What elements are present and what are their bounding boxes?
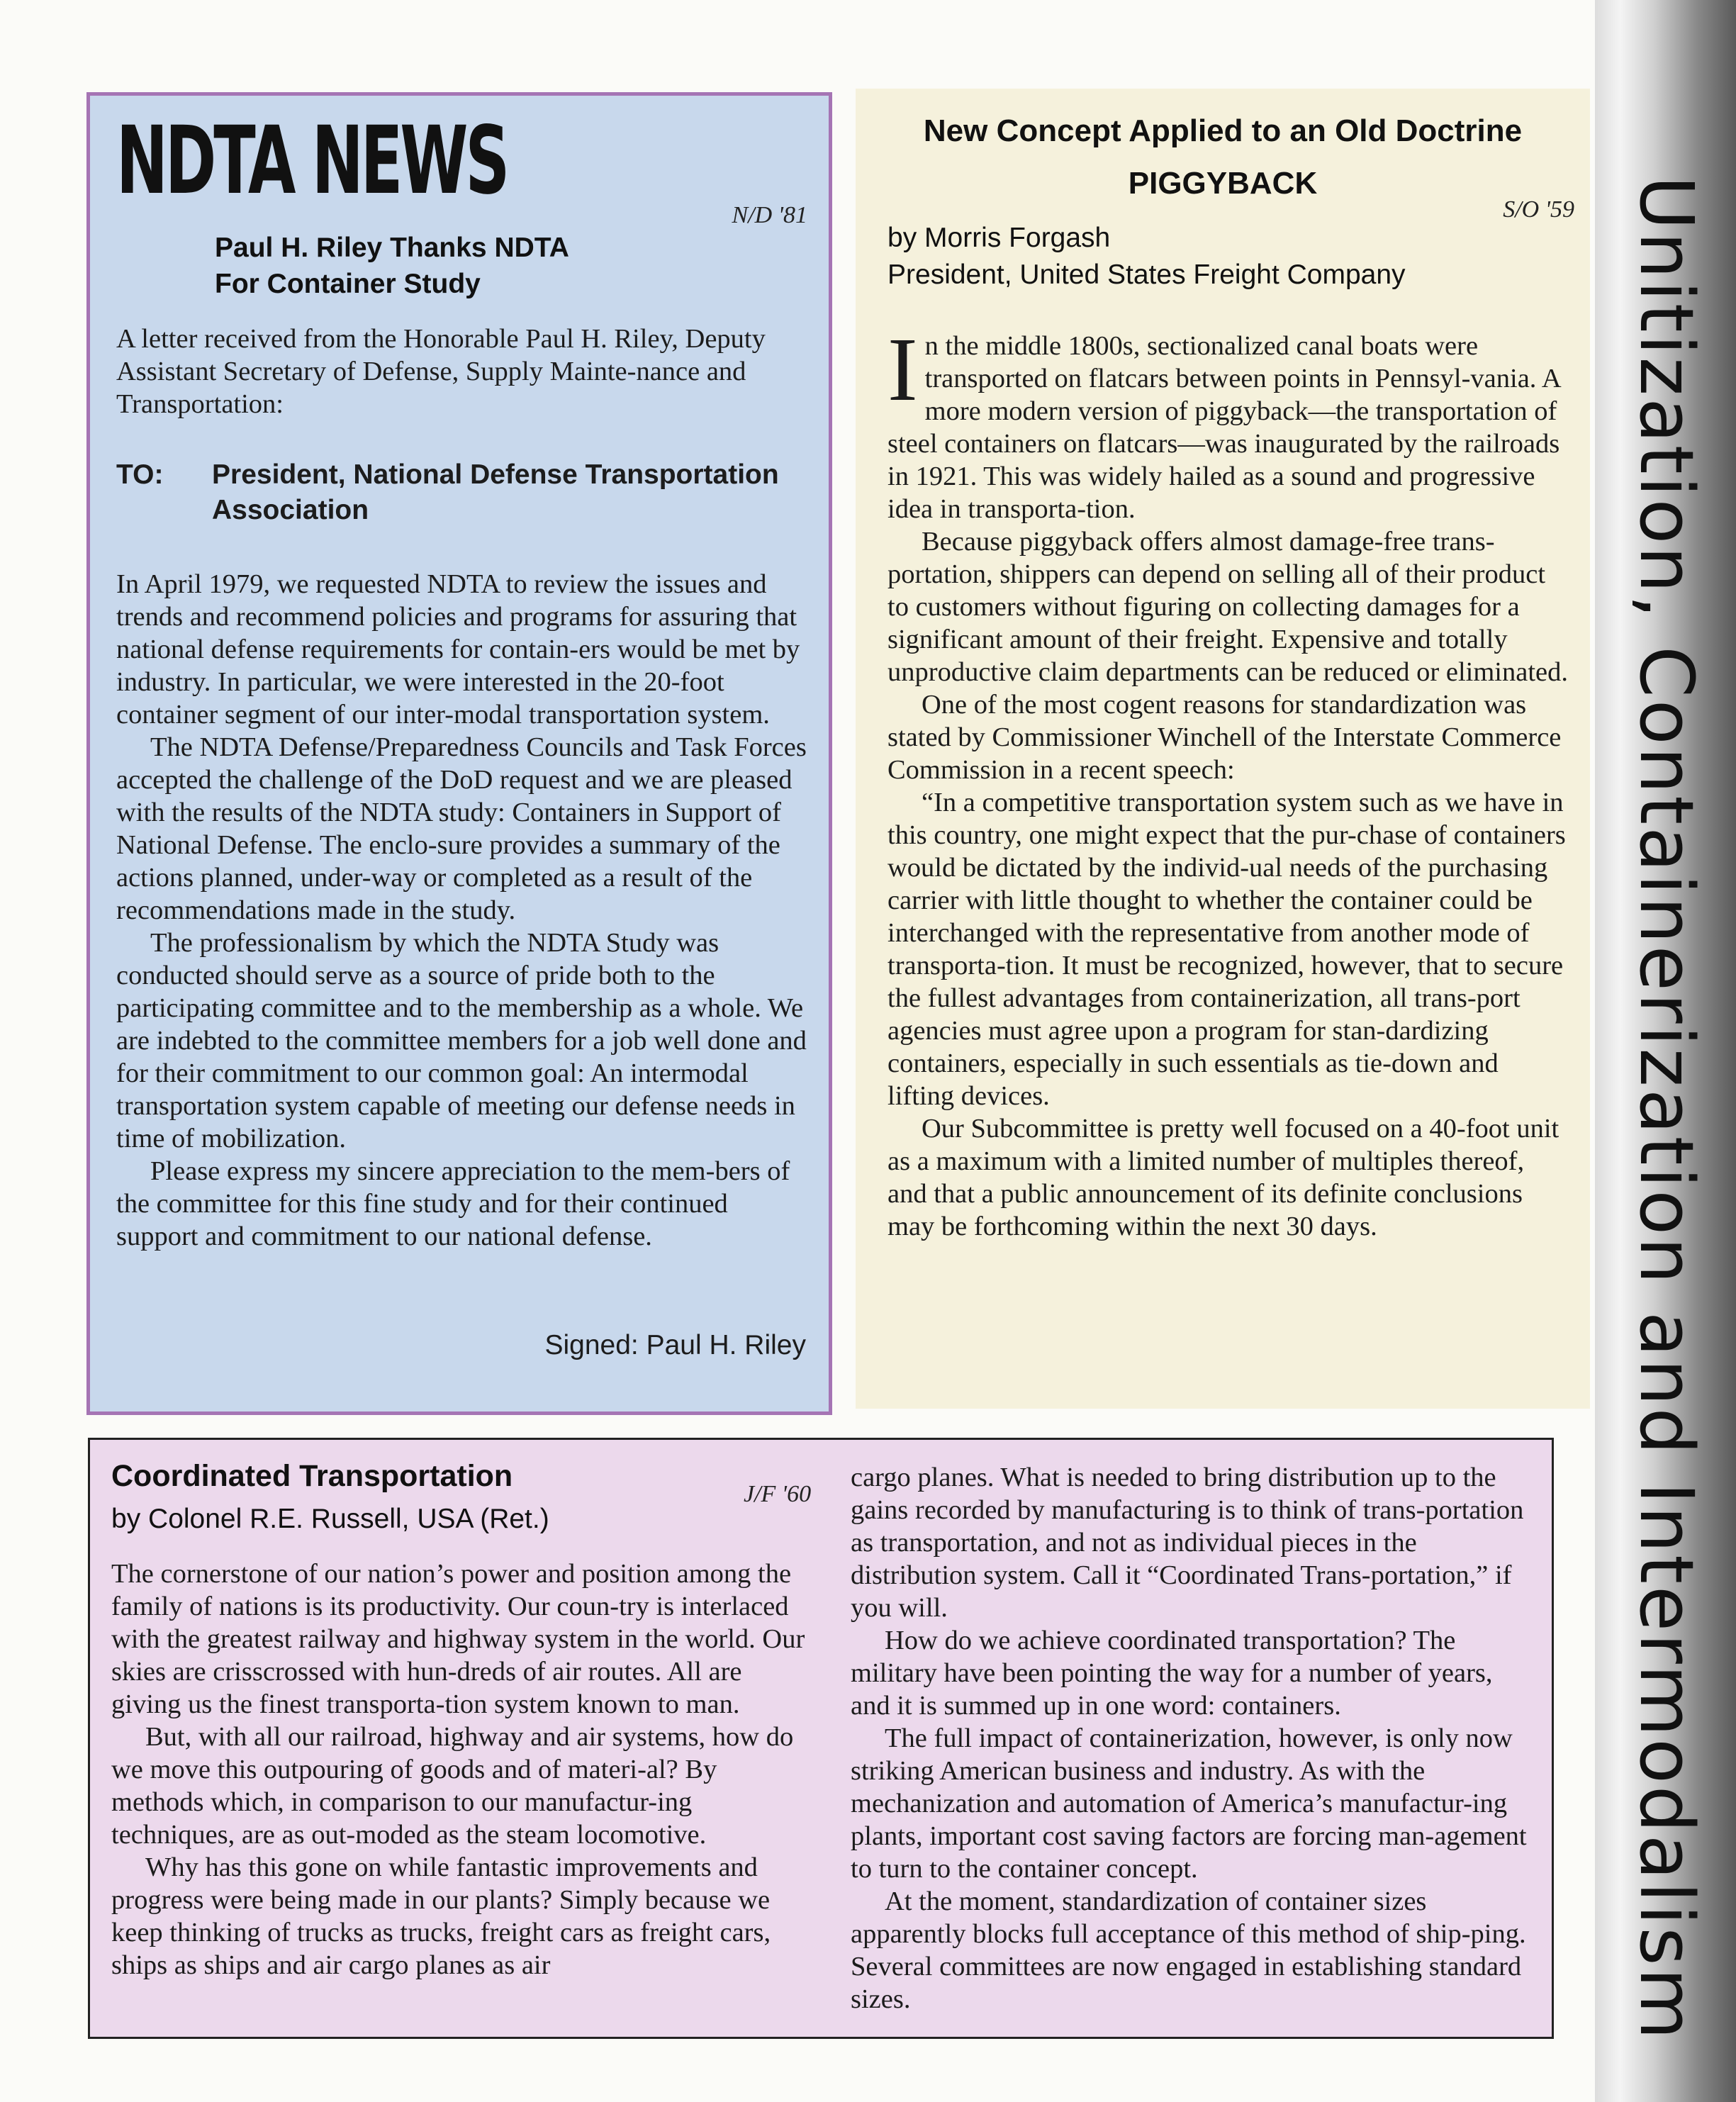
letter-paragraph: Please express my sincere appreciation to the mem-bers of the committee for this fine study and for their continued support and commitment to our national defense. bbox=[116, 1156, 790, 1251]
issue-date: N/D '81 bbox=[732, 202, 807, 228]
article-paragraph: Why has this gone on while fantastic improvements and progress were being made in our plants? Simply because we keep thinking of trucks as trucks, freight cars as freight cars, ships as ships and air cargo planes as air bbox=[111, 1852, 771, 1980]
article-title: New Concept Applied to an Old Doctrine bbox=[923, 113, 1523, 148]
byline-title: President, United States Freight Company bbox=[887, 259, 1406, 290]
article-paragraph: One of the most cogent reasons for standardization was stated by Commissioner Winchell of the Interstate Commerce Commission in a recent speech: bbox=[887, 690, 1562, 785]
letter-body bbox=[116, 568, 811, 1253]
to-label: TO: bbox=[116, 459, 164, 490]
article-paragraph: “In a competitive transportation system such as we have in this country, one might expect that the pur-chase of containers would be dictated by the individ-ual needs of the purchasing carrier with little thought to whether the container could be interchanged with the representative from another mode of transporta-tion. It must be recognized, however, that to secure the fullest advantages from containerization, all trans-port agencies must agree upon a program for stan-dardizing containers, especially in such essentials as tie-down and lifting devices. bbox=[887, 788, 1566, 1111]
letter-paragraph: The NDTA Defense/Preparedness Councils and Task Forces accepted the challenge of the DoD request and we are pleased with the results of the NDTA study: Containers in Support of National Defense. The enclo-sure provides a summary of the actions planned, under-way or completed as a result of the recommendations made in the study. bbox=[116, 732, 807, 925]
first-paragraph-text: n the middle 1800s, sectionalized canal boats were transported on flatcars between points in Pennsyl-vania. A more modern version of piggyback—the transportation of steel containers on flatcars—was inaugurated by the railroads in 1921. This was widely hailed as a sound and progressive idea in transporta-tion. bbox=[887, 331, 1560, 524]
article-body bbox=[887, 319, 1568, 1243]
article-paragraph: Because piggyback offers almost damage-free trans-portation, shippers can depend on selling all of their product to customers without figuring on collecting damages for a significant amount of their freight. Expensive and totally unproductive claim departments can be reduced or eliminated. bbox=[887, 527, 1568, 687]
side-banner bbox=[1595, 0, 1736, 2102]
letter-paragraph: In April 1979, we requested NDTA to review the issues and trends and recommend policies and programs for assuring that national defense requirements for contain-ers would be met by industry. In particular, we were interested in the 20-foot container segment of our inter-modal transportation system. bbox=[116, 569, 800, 729]
article-paragraph: cargo planes. What is needed to bring distribution up to the gains recorded by manufacturing is to think of trans-portation as transportation, and not as individual pieces in the distribution system. Call it “Coordinated Trans-portation,” if you will. bbox=[851, 1463, 1524, 1623]
masthead: NDTA NEWS bbox=[116, 106, 508, 216]
signature: Signed: Paul H. Riley bbox=[544, 1330, 806, 1360]
letter-paragraph: The professionalism by which the NDTA Study was conducted should serve as a source of pride both to the participating committee and to the membership as a whole. We are indebted to the committee members for a job well done and for their commitment to our common goal: An intermodal transportation system capable of meeting our defense needs in time of mobilization. bbox=[116, 928, 807, 1153]
article-title: Coordinated Transportation bbox=[111, 1459, 513, 1493]
byline: by Colonel R.E. Russell, USA (Ret.) bbox=[111, 1504, 549, 1534]
article-title-piggyback: PIGGYBACK bbox=[1128, 166, 1318, 201]
ndta-news-box bbox=[86, 92, 832, 1415]
issue-date: J/F '60 bbox=[744, 1481, 812, 1507]
letter-intro bbox=[116, 323, 811, 420]
drop-cap: I bbox=[887, 319, 918, 420]
article-paragraph: At the moment, standardization of container sizes apparently blocks full acceptance of this method of ship-ping. Several committees are now engaged in establishing standard sizes. bbox=[851, 1886, 1526, 2014]
piggyback-article-box bbox=[856, 89, 1590, 1409]
side-banner-text: Unitization, Containerization and Intermodalism bbox=[1623, 176, 1710, 2042]
article-paragraph: But, with all our railroad, highway and air systems, how do we move this outpouring of goods and of materi-al? By methods which, in comparison to our manufactur-ing techniques, are as out-moded as the steam locomotive. bbox=[111, 1722, 794, 1850]
article-paragraph bbox=[887, 319, 1568, 525]
headline-line-1: Paul H. Riley Thanks NDTA bbox=[215, 233, 569, 263]
to-recipient: President, National Defense Transportation Association bbox=[212, 459, 779, 525]
article-paragraph: Our Subcommittee is pretty well focused on a 40-foot unit as a maximum with a limited number of multiples thereof, and that a public announcement of its definite conclusions may be forthcoming within the next 30 days. bbox=[887, 1114, 1559, 1241]
article-paragraph: How do we achieve coordinated transportation? The military have been pointing the way for a number of years, and it is summed up in one word: containers. bbox=[851, 1626, 1493, 1721]
issue-date: S/O '59 bbox=[1503, 196, 1574, 223]
headline-line-2: For Container Study bbox=[215, 269, 481, 299]
right-column bbox=[851, 1461, 1538, 2016]
article-paragraph: The full impact of containerization, however, is only now striking American business and industry. As with the mechanization and automation of America’s manufactur-ing plants, important cost saving factors are forcing man-agement to turn to the container concept. bbox=[851, 1723, 1527, 1884]
left-column bbox=[111, 1558, 814, 1981]
intro-paragraph: A letter received from the Honorable Paul H. Riley, Deputy Assistant Secretary of Defense, Supply Mainte-nance and Transportation: bbox=[116, 324, 766, 419]
byline-author: by Morris Forgash bbox=[887, 223, 1111, 253]
coordinated-transportation-box bbox=[88, 1438, 1554, 2039]
article-paragraph: The cornerstone of our nation’s power and position among the family of nations is its productivity. Our coun-try is interlaced with the greatest railway and highway system in the world. Our skies are crisscrossed with hun-dreds of air routes. All are giving us the finest transporta-tion system known to man. bbox=[111, 1559, 805, 1719]
